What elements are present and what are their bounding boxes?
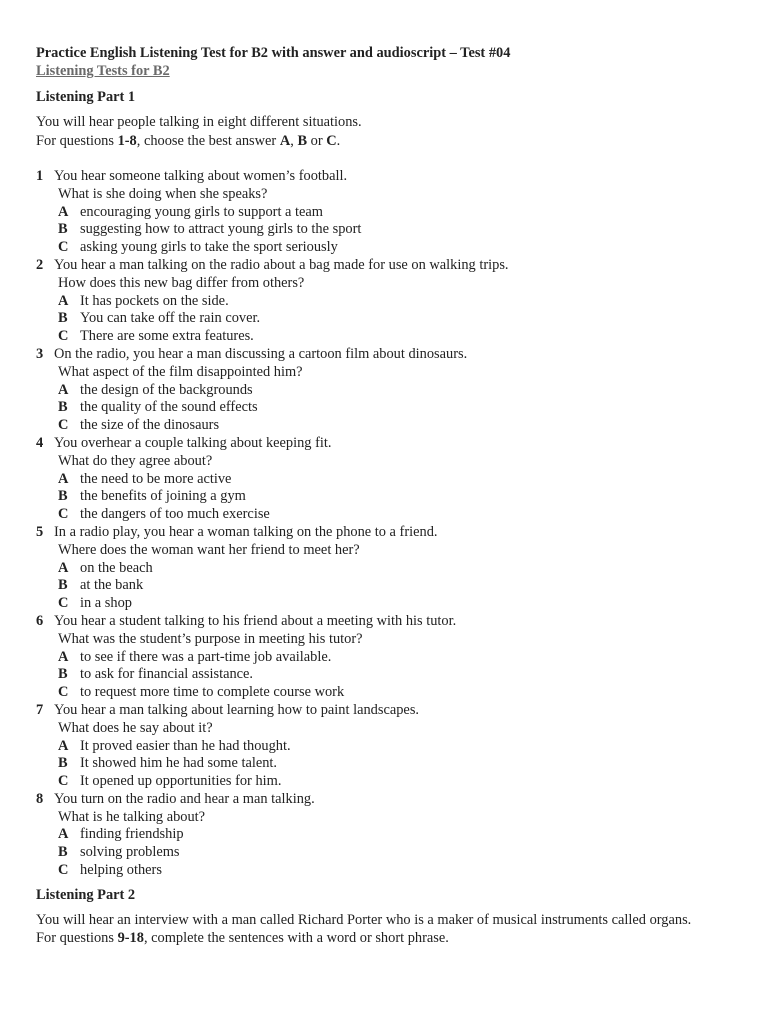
intro-text: For questions: [36, 930, 118, 947]
option-letter: B: [58, 666, 68, 683]
answer-option[interactable]: [36, 666, 736, 684]
answer-option[interactable]: [36, 382, 736, 400]
option-text: asking young girls to take the sport seriously: [80, 239, 338, 256]
option-letter: B: [58, 488, 68, 505]
question-prompt: What was the student’s purpose in meeting his tutor?: [58, 630, 363, 647]
option-text: at the bank: [80, 577, 144, 594]
question-prompt: What aspect of the film disappointed him?: [58, 363, 303, 380]
answer-option[interactable]: [36, 595, 736, 613]
answer-option[interactable]: [36, 488, 736, 506]
option-letter: A: [58, 826, 69, 843]
question-number: 3: [36, 345, 44, 362]
question-prompt: What is he talking about?: [58, 808, 206, 825]
option-letter: C: [58, 684, 69, 701]
option-letter: B: [58, 755, 68, 772]
option-text: There are some extra features.: [80, 328, 254, 345]
option-text: to ask for financial assistance.: [80, 666, 254, 683]
question-context: You overhear a couple talking about keeping fit.: [54, 434, 332, 451]
question-item: [36, 613, 736, 702]
option-text: helping others: [80, 862, 162, 879]
option-text: the design of the backgrounds: [80, 381, 253, 398]
option-letter: C: [58, 417, 69, 434]
option-text: to request more time to complete course work: [80, 684, 345, 701]
question-item: [36, 346, 736, 435]
listening-tests-link[interactable]: Listening Tests for B2: [36, 63, 170, 79]
option-text: You can take off the rain cover.: [80, 310, 261, 327]
question-context-line: [36, 257, 736, 275]
part2-instructions: [36, 911, 736, 948]
answer-option[interactable]: [36, 310, 736, 328]
option-text: It has pockets on the side.: [80, 292, 229, 309]
question-context-line: [36, 613, 736, 631]
option-letter: C: [58, 239, 69, 256]
option-text: It opened up opportunities for him.: [80, 773, 282, 790]
option-letter: A: [58, 648, 69, 665]
question-prompt: What does he say about it?: [58, 719, 213, 736]
question-number: 5: [36, 523, 44, 540]
question-context: You hear a man talking about learning how to paint landscapes.: [54, 701, 420, 718]
answer-option[interactable]: [36, 293, 736, 311]
option-text: the need to be more active: [80, 470, 232, 487]
option-text: suggesting how to attract young girls to the sport: [80, 221, 362, 238]
question-item: [36, 257, 736, 346]
intro-text: ,: [290, 132, 298, 149]
question-list: [36, 168, 736, 880]
question-context-line: [36, 791, 736, 809]
question-number: 2: [36, 256, 44, 273]
part1-heading: Listening Part 1: [36, 89, 136, 105]
part1-intro-line1: You will hear people talking in eight different situations.: [36, 114, 362, 130]
option-text: the size of the dinosaurs: [80, 417, 220, 434]
document-page: [36, 44, 736, 948]
question-context-line: [36, 346, 736, 364]
question-context: You turn on the radio and hear a man talking.: [54, 790, 315, 807]
part1-intro-line2: [36, 132, 736, 151]
answer-letter-a: A: [279, 132, 291, 149]
option-letter: C: [58, 773, 69, 790]
part2-heading: Listening Part 2: [36, 886, 136, 903]
question-context: You hear someone talking about women’s football.: [54, 168, 348, 184]
question-prompt: How does this new bag differ from others?: [58, 274, 305, 291]
option-letter: C: [58, 595, 69, 612]
question-item: [36, 524, 736, 613]
answer-option[interactable]: [36, 399, 736, 417]
intro-text: .: [336, 132, 341, 149]
question-context: You hear a student talking to his friend about a meeting with his tutor.: [54, 612, 457, 629]
question-prompt: Where does the woman want her friend to meet her?: [58, 541, 360, 558]
answer-option[interactable]: [36, 844, 736, 862]
option-text: the quality of the sound effects: [80, 399, 258, 416]
intro-text: , choose the best answer: [136, 132, 280, 149]
answer-option[interactable]: [36, 204, 736, 222]
option-letter: A: [58, 381, 69, 398]
answer-option[interactable]: [36, 738, 736, 756]
option-letter: B: [58, 844, 68, 861]
part2-intro-line2: [36, 929, 736, 948]
answer-option[interactable]: [36, 560, 736, 578]
option-letter: B: [58, 310, 68, 327]
answer-option[interactable]: [36, 773, 736, 791]
question-context: In a radio play, you hear a woman talking on the phone to a friend.: [54, 523, 438, 540]
option-letter: B: [58, 399, 68, 416]
part2-intro-line1: You will hear an interview with a man called Richard Porter who is a maker of musical instruments called organs.: [36, 911, 692, 928]
intro-text: or: [307, 132, 327, 149]
option-text: in a shop: [80, 595, 132, 612]
question-item: [36, 791, 736, 880]
option-letter: A: [58, 737, 69, 754]
answer-option[interactable]: [36, 649, 736, 667]
question-context: On the radio, you hear a man discussing a cartoon film about dinosaurs.: [54, 345, 468, 362]
option-letter: A: [58, 292, 69, 309]
document-title: Practice English Listening Test for B2 with answer and audioscript – Test #04: [36, 45, 511, 61]
option-text: on the beach: [80, 559, 153, 576]
part1-instructions: [36, 113, 736, 150]
answer-option[interactable]: [36, 826, 736, 844]
question-prompt: What do they agree about?: [58, 452, 213, 469]
question-item: [36, 702, 736, 791]
option-text: solving problems: [80, 844, 180, 861]
question-context-line: [36, 168, 736, 186]
answer-option[interactable]: [36, 862, 736, 880]
answer-option[interactable]: [36, 506, 736, 524]
option-letter: A: [58, 470, 69, 487]
question-context-line: [36, 435, 736, 453]
intro-text: For questions: [36, 132, 118, 149]
question-number: 1: [36, 168, 44, 184]
question-number: 4: [36, 434, 44, 451]
question-context: You hear a man talking on the radio about a bag made for use on walking trips.: [54, 256, 509, 273]
option-letter: A: [58, 203, 69, 220]
option-text: the benefits of joining a gym: [80, 488, 246, 505]
option-text: finding friendship: [80, 826, 184, 843]
question-context-line: [36, 524, 736, 542]
answer-option[interactable]: [36, 755, 736, 773]
option-text: It proved easier than he had thought.: [80, 737, 291, 754]
option-letter: C: [58, 862, 69, 879]
question-range: 9-18: [117, 930, 144, 947]
intro-text: , complete the sentences with a word or short phrase.: [143, 930, 449, 947]
answer-letter-b: B: [297, 132, 308, 149]
answer-option[interactable]: [36, 684, 736, 702]
option-letter: C: [58, 328, 69, 345]
answer-option[interactable]: [36, 221, 736, 239]
option-text: to see if there was a part-time job available.: [80, 648, 332, 665]
answer-letter-c: C: [326, 132, 337, 149]
option-letter: A: [58, 559, 69, 576]
question-prompt: What is she doing when she speaks?: [58, 185, 268, 202]
answer-option[interactable]: [36, 471, 736, 489]
option-text: It showed him he had some talent.: [80, 755, 278, 772]
question-range: 1-8: [117, 132, 137, 149]
question-item: [36, 435, 736, 524]
question-context-line: [36, 702, 736, 720]
question-item: [36, 168, 736, 257]
question-number: 6: [36, 612, 44, 629]
answer-option[interactable]: [36, 239, 736, 257]
answer-option[interactable]: [36, 328, 736, 346]
option-letter: B: [58, 221, 68, 238]
option-text: the dangers of too much exercise: [80, 506, 270, 523]
answer-option[interactable]: [36, 577, 736, 595]
option-letter: B: [58, 577, 68, 594]
question-number: 8: [36, 790, 44, 807]
option-letter: C: [58, 506, 69, 523]
question-number: 7: [36, 701, 44, 718]
answer-option[interactable]: [36, 417, 736, 435]
option-text: encouraging young girls to support a team: [80, 203, 323, 220]
